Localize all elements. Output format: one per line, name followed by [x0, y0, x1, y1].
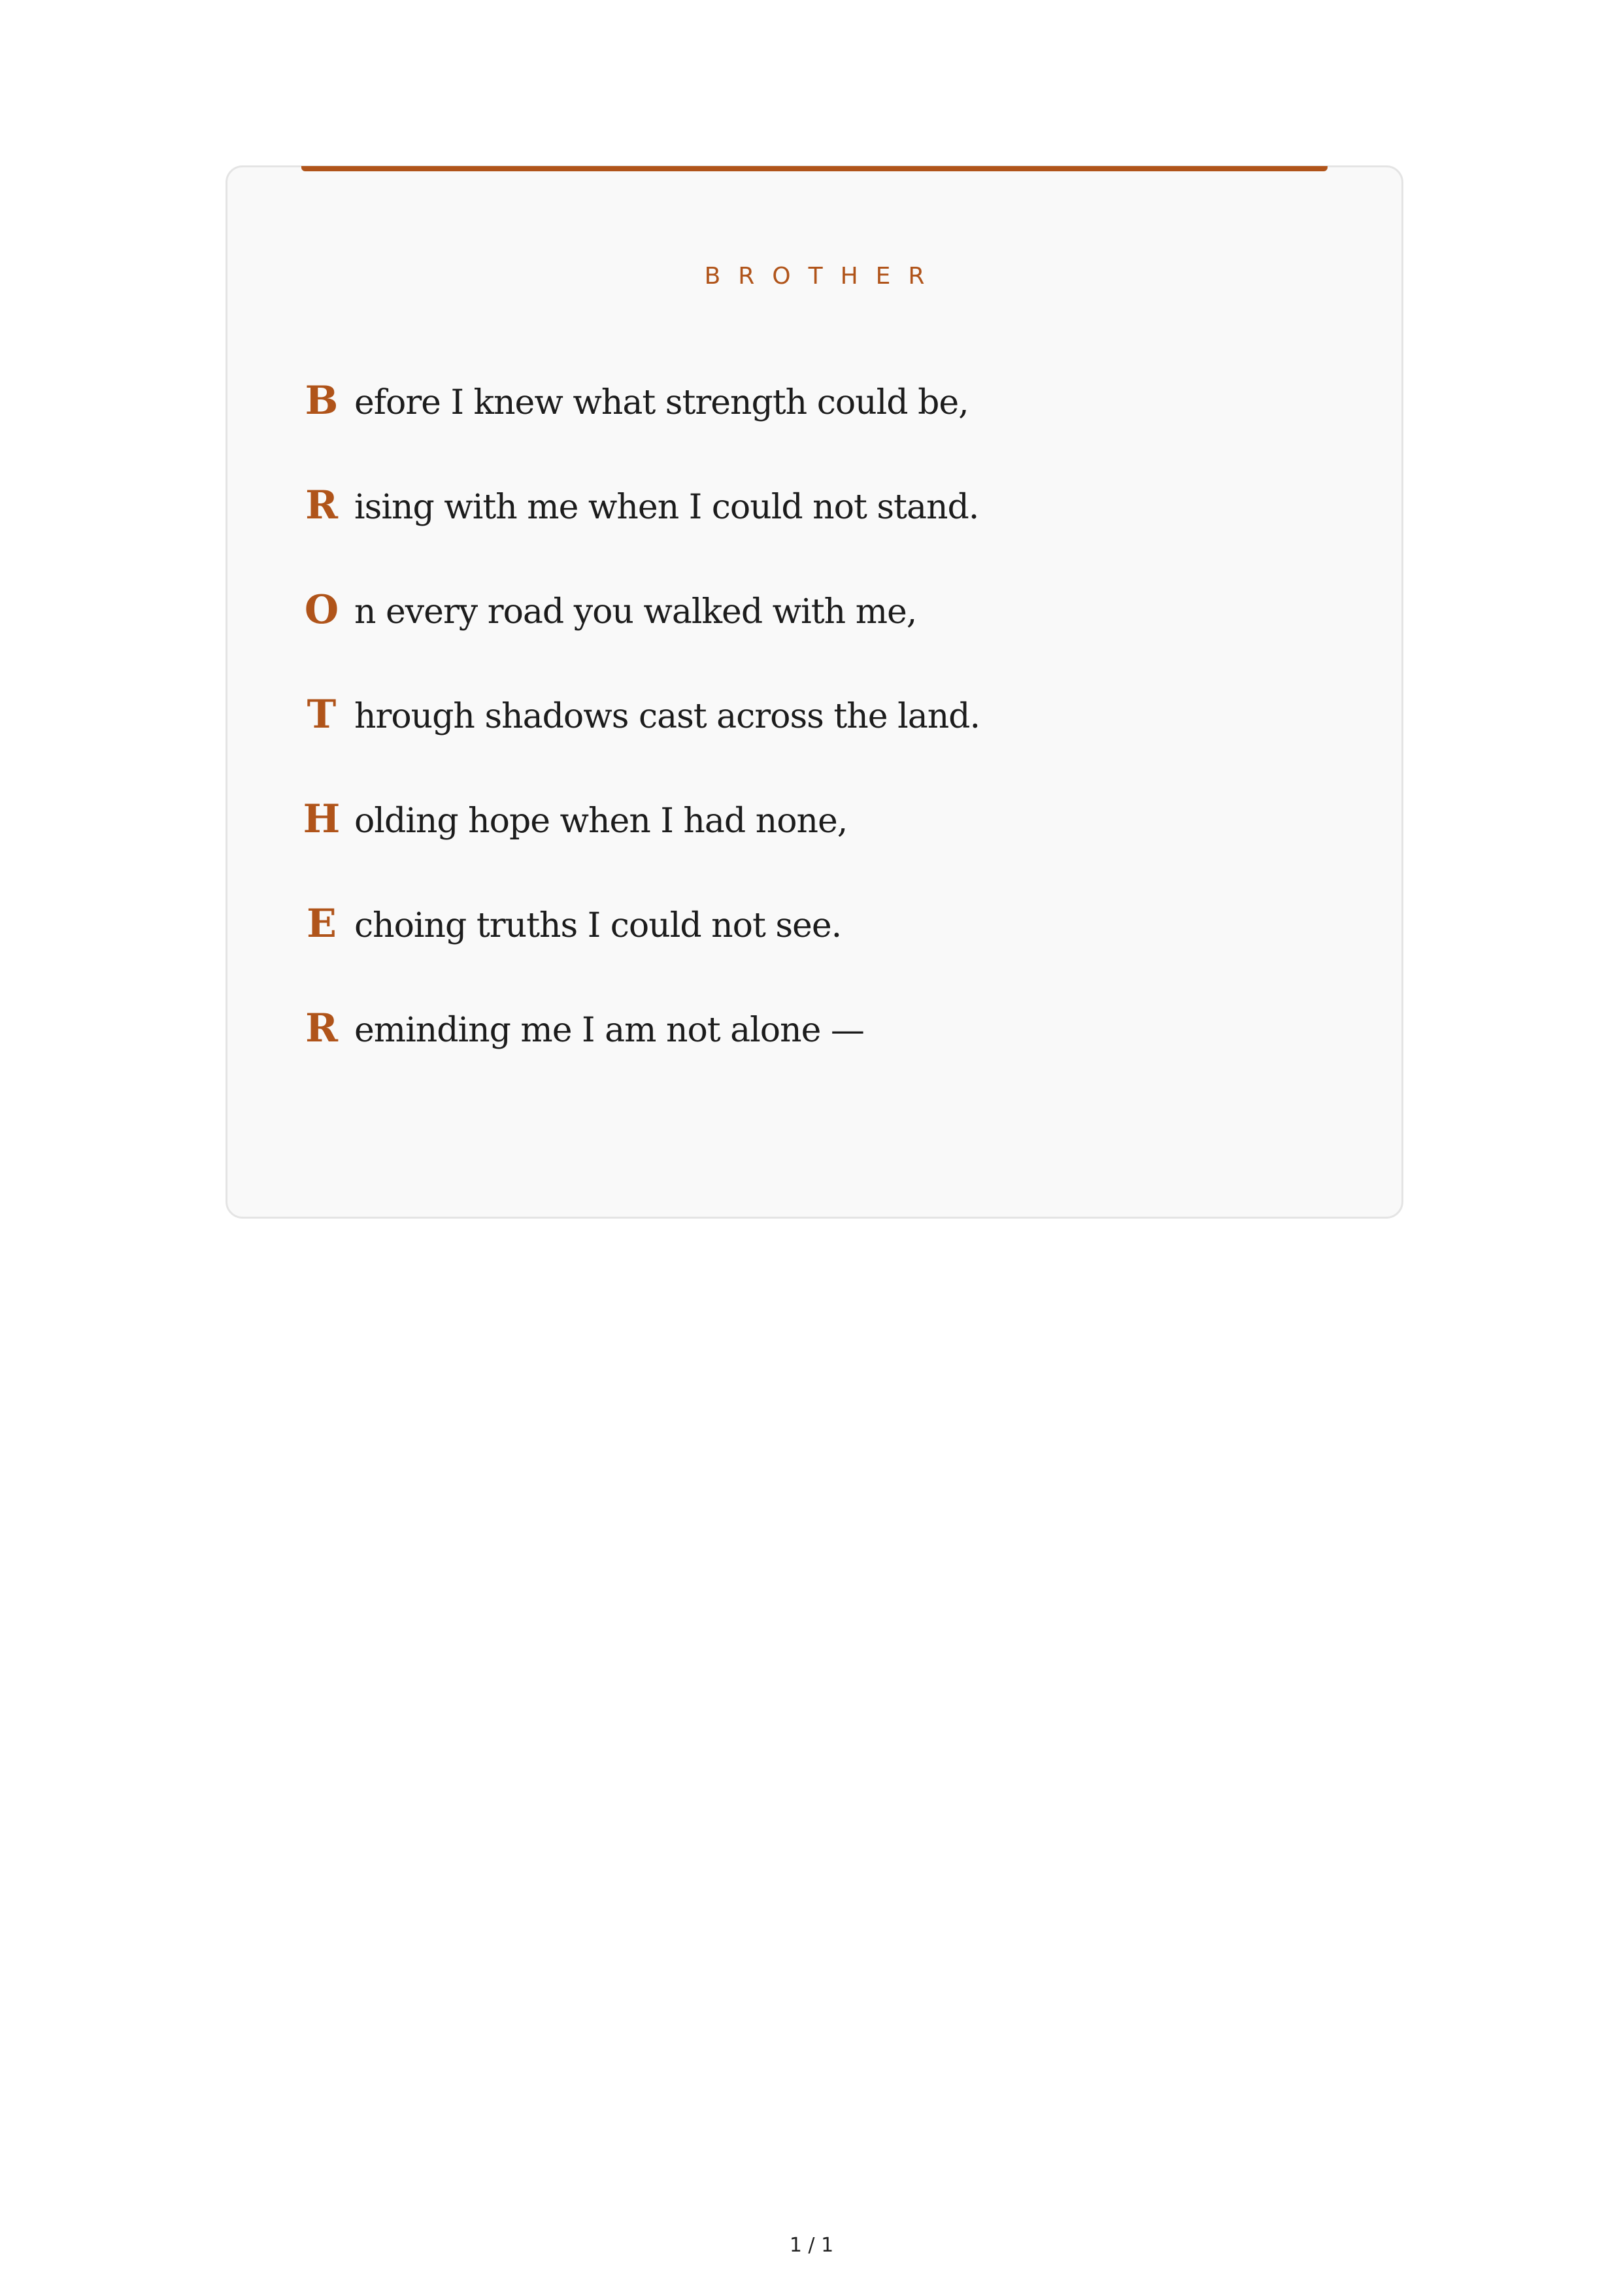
- poem-line: [298, 368, 1344, 473]
- poem-line: [298, 891, 1344, 996]
- line-initial: T: [307, 692, 337, 737]
- poem-line: [298, 786, 1344, 891]
- line-initial: B: [305, 378, 339, 424]
- poem-line: [298, 577, 1344, 682]
- poem-line: [298, 473, 1344, 577]
- line-text: eminding me I am not alone —: [354, 1011, 864, 1050]
- line-text: choing truths I could not see.: [354, 906, 842, 945]
- page-number: 1 / 1: [789, 2234, 834, 2257]
- line-initial: R: [305, 1005, 338, 1051]
- line-initial: O: [304, 587, 339, 633]
- line-text: ising with me when I could not stand.: [354, 488, 979, 527]
- line-text: olding hope when I had none,: [354, 802, 848, 841]
- line-text: efore I knew what strength could be,: [354, 383, 969, 422]
- line-initial: E: [307, 901, 337, 947]
- line-initial: R: [305, 482, 338, 528]
- poem-card: [226, 165, 1403, 1219]
- accent-bar: [301, 166, 1328, 171]
- line-initial: H: [303, 796, 341, 842]
- line-text: hrough shadows cast across the land.: [354, 697, 980, 736]
- poem-title: BROTHER: [704, 263, 943, 290]
- poem-lines: [298, 368, 1344, 1100]
- poem-line: [298, 996, 1344, 1100]
- poem-line: [298, 682, 1344, 786]
- line-text: n every road you walked with me,: [354, 592, 917, 632]
